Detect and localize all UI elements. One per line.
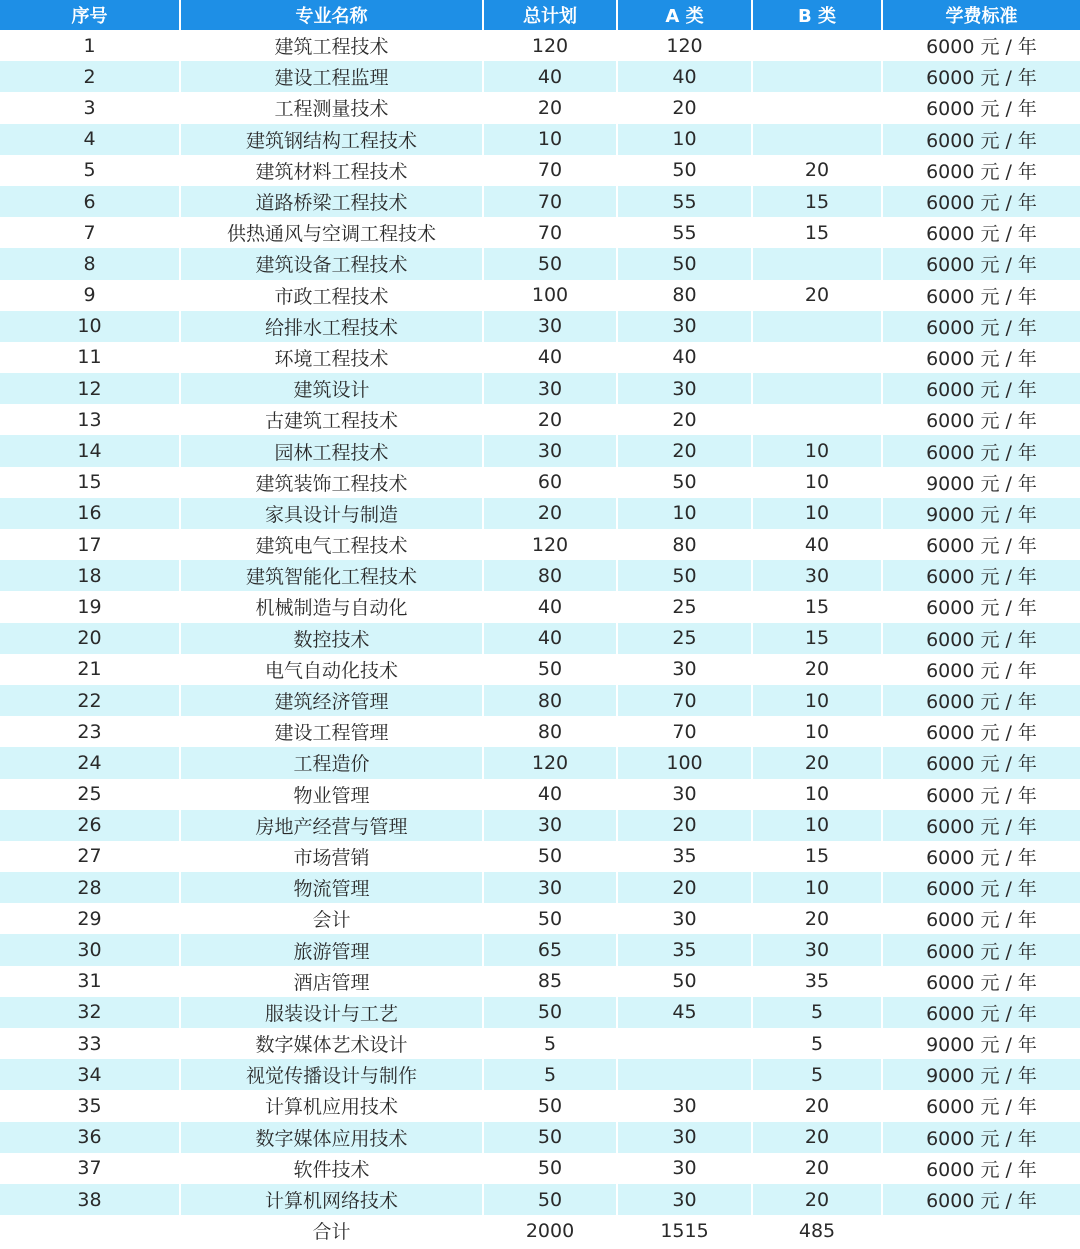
table-row: [0, 217, 1080, 248]
cell-class-a: 20: [617, 92, 752, 123]
cell-tuition: 6000 元 / 年: [882, 404, 1080, 435]
cell-major-name: 建筑设计: [180, 373, 483, 404]
cell-major-name: 道路桥梁工程技术: [180, 186, 483, 217]
cell-tuition: 6000 元 / 年: [882, 591, 1080, 622]
total-cell-class-a: 1515: [617, 1215, 752, 1246]
table-row: [0, 934, 1080, 965]
cell-class-b: 10: [752, 810, 882, 841]
cell-class-a: 80: [617, 280, 752, 311]
cell-class-b: [752, 373, 882, 404]
cell-major-name: 数字媒体应用技术: [180, 1122, 483, 1153]
cell-major-name: 市场营销: [180, 841, 483, 872]
cell-index: 30: [0, 934, 180, 965]
cell-class-b: [752, 124, 882, 155]
cell-major-name: 工程测量技术: [180, 92, 483, 123]
cell-tuition: 6000 元 / 年: [882, 966, 1080, 997]
cell-class-b: 5: [752, 1059, 882, 1090]
cell-major-name: 计算机应用技术: [180, 1090, 483, 1121]
cell-major-name: 家具设计与制造: [180, 498, 483, 529]
cell-class-b: 15: [752, 841, 882, 872]
cell-major-name: 建筑电气工程技术: [180, 529, 483, 560]
cell-index: 10: [0, 311, 180, 342]
cell-class-a: [617, 1059, 752, 1090]
table-row: [0, 467, 1080, 498]
table-row: [0, 716, 1080, 747]
cell-class-b: 15: [752, 186, 882, 217]
cell-total-plan: 50: [483, 903, 617, 934]
table-row: [0, 872, 1080, 903]
cell-major-name: 建筑钢结构工程技术: [180, 124, 483, 155]
cell-class-a: 30: [617, 1184, 752, 1215]
cell-class-a: 100: [617, 747, 752, 778]
cell-class-b: [752, 404, 882, 435]
table-header-row: [0, 0, 1080, 30]
cell-class-b: 40: [752, 529, 882, 560]
cell-major-name: 物业管理: [180, 779, 483, 810]
table-row: [0, 155, 1080, 186]
cell-major-name: 房地产经营与管理: [180, 810, 483, 841]
cell-index: 16: [0, 498, 180, 529]
cell-index: 18: [0, 560, 180, 591]
cell-total-plan: 70: [483, 186, 617, 217]
cell-major-name: 市政工程技术: [180, 280, 483, 311]
cell-total-plan: 20: [483, 498, 617, 529]
table-row: [0, 311, 1080, 342]
header-class-a: A 类: [617, 0, 752, 30]
cell-tuition: 6000 元 / 年: [882, 934, 1080, 965]
total-cell-tuition: [882, 1215, 1080, 1246]
cell-total-plan: 85: [483, 966, 617, 997]
cell-index: 3: [0, 92, 180, 123]
cell-class-b: 5: [752, 1028, 882, 1059]
cell-class-a: 55: [617, 217, 752, 248]
cell-class-b: 30: [752, 934, 882, 965]
cell-total-plan: 50: [483, 841, 617, 872]
cell-class-b: [752, 61, 882, 92]
cell-tuition: 9000 元 / 年: [882, 498, 1080, 529]
table-body: [0, 30, 1080, 1246]
cell-tuition: 9000 元 / 年: [882, 1028, 1080, 1059]
table-row: [0, 1059, 1080, 1090]
cell-tuition: 9000 元 / 年: [882, 467, 1080, 498]
cell-index: 36: [0, 1122, 180, 1153]
cell-total-plan: 40: [483, 61, 617, 92]
table-row: [0, 342, 1080, 373]
cell-index: 20: [0, 623, 180, 654]
cell-index: 13: [0, 404, 180, 435]
table-row: [0, 623, 1080, 654]
cell-tuition: 6000 元 / 年: [882, 1122, 1080, 1153]
cell-tuition: 6000 元 / 年: [882, 435, 1080, 466]
cell-tuition: 6000 元 / 年: [882, 560, 1080, 591]
cell-class-b: 15: [752, 217, 882, 248]
table-row: [0, 560, 1080, 591]
cell-class-a: 30: [617, 1122, 752, 1153]
cell-index: 28: [0, 872, 180, 903]
cell-total-plan: 80: [483, 685, 617, 716]
cell-major-name: 建设工程管理: [180, 716, 483, 747]
cell-class-a: 55: [617, 186, 752, 217]
table-row: [0, 186, 1080, 217]
cell-tuition: 6000 元 / 年: [882, 92, 1080, 123]
cell-total-plan: 120: [483, 30, 617, 61]
cell-index: 19: [0, 591, 180, 622]
table-row: [0, 248, 1080, 279]
cell-major-name: 服装设计与工艺: [180, 997, 483, 1028]
cell-class-a: 30: [617, 311, 752, 342]
total-cell-index: [0, 1215, 180, 1246]
cell-major-name: 供热通风与空调工程技术: [180, 217, 483, 248]
cell-index: 1: [0, 30, 180, 61]
cell-total-plan: 30: [483, 872, 617, 903]
cell-tuition: 6000 元 / 年: [882, 529, 1080, 560]
cell-class-a: 40: [617, 61, 752, 92]
table-row: [0, 966, 1080, 997]
table-row: [0, 1028, 1080, 1059]
cell-tuition: 6000 元 / 年: [882, 155, 1080, 186]
table-row: [0, 30, 1080, 61]
cell-total-plan: 30: [483, 435, 617, 466]
cell-index: 21: [0, 654, 180, 685]
cell-tuition: 6000 元 / 年: [882, 217, 1080, 248]
cell-class-a: 50: [617, 467, 752, 498]
cell-class-a: 30: [617, 373, 752, 404]
cell-class-b: 20: [752, 280, 882, 311]
cell-total-plan: 70: [483, 217, 617, 248]
cell-class-b: 20: [752, 654, 882, 685]
cell-total-plan: 80: [483, 716, 617, 747]
cell-class-b: [752, 92, 882, 123]
cell-total-plan: 30: [483, 810, 617, 841]
cell-index: 24: [0, 747, 180, 778]
table-row: [0, 997, 1080, 1028]
cell-tuition: 6000 元 / 年: [882, 248, 1080, 279]
cell-class-a: 20: [617, 810, 752, 841]
cell-total-plan: 5: [483, 1059, 617, 1090]
cell-index: 26: [0, 810, 180, 841]
total-cell-major-name: 合计: [180, 1215, 483, 1246]
cell-index: 5: [0, 155, 180, 186]
cell-class-b: 15: [752, 591, 882, 622]
cell-class-a: 20: [617, 404, 752, 435]
cell-major-name: 建设工程监理: [180, 61, 483, 92]
cell-class-b: [752, 248, 882, 279]
cell-total-plan: 50: [483, 654, 617, 685]
cell-index: 23: [0, 716, 180, 747]
table-row: [0, 435, 1080, 466]
cell-class-a: 70: [617, 716, 752, 747]
cell-class-a: 35: [617, 841, 752, 872]
cell-total-plan: 40: [483, 623, 617, 654]
cell-major-name: 给排水工程技术: [180, 311, 483, 342]
cell-class-b: 5: [752, 997, 882, 1028]
cell-total-plan: 65: [483, 934, 617, 965]
cell-major-name: 视觉传播设计与制作: [180, 1059, 483, 1090]
cell-class-a: 30: [617, 1153, 752, 1184]
cell-class-b: 10: [752, 435, 882, 466]
cell-index: 25: [0, 779, 180, 810]
cell-class-b: 15: [752, 623, 882, 654]
total-row: [0, 1215, 1080, 1246]
cell-tuition: 6000 元 / 年: [882, 342, 1080, 373]
cell-tuition: 6000 元 / 年: [882, 186, 1080, 217]
cell-index: 4: [0, 124, 180, 155]
table-row: [0, 280, 1080, 311]
cell-tuition: 6000 元 / 年: [882, 124, 1080, 155]
table-row: [0, 810, 1080, 841]
cell-major-name: 机械制造与自动化: [180, 591, 483, 622]
cell-class-a: 10: [617, 124, 752, 155]
cell-total-plan: 20: [483, 404, 617, 435]
cell-tuition: 6000 元 / 年: [882, 1153, 1080, 1184]
cell-tuition: 6000 元 / 年: [882, 311, 1080, 342]
cell-total-plan: 50: [483, 1153, 617, 1184]
cell-major-name: 数字媒体艺术设计: [180, 1028, 483, 1059]
cell-major-name: 建筑经济管理: [180, 685, 483, 716]
cell-index: 12: [0, 373, 180, 404]
header-index: 序号: [0, 0, 180, 30]
cell-index: 27: [0, 841, 180, 872]
cell-major-name: 建筑材料工程技术: [180, 155, 483, 186]
header-class-b: B 类: [752, 0, 882, 30]
cell-class-a: 50: [617, 155, 752, 186]
cell-major-name: 园林工程技术: [180, 435, 483, 466]
table-row: [0, 903, 1080, 934]
cell-class-a: 80: [617, 529, 752, 560]
cell-class-b: 20: [752, 903, 882, 934]
cell-index: 14: [0, 435, 180, 466]
cell-tuition: 6000 元 / 年: [882, 716, 1080, 747]
table-row: [0, 404, 1080, 435]
cell-index: 35: [0, 1090, 180, 1121]
cell-tuition: 6000 元 / 年: [882, 685, 1080, 716]
cell-class-b: 20: [752, 155, 882, 186]
table-row: [0, 61, 1080, 92]
cell-index: 6: [0, 186, 180, 217]
cell-major-name: 电气自动化技术: [180, 654, 483, 685]
cell-class-a: 120: [617, 30, 752, 61]
cell-class-a: 50: [617, 248, 752, 279]
cell-major-name: 古建筑工程技术: [180, 404, 483, 435]
cell-class-b: 35: [752, 966, 882, 997]
cell-total-plan: 60: [483, 467, 617, 498]
cell-tuition: 6000 元 / 年: [882, 810, 1080, 841]
cell-class-b: 20: [752, 1184, 882, 1215]
cell-tuition: 6000 元 / 年: [882, 654, 1080, 685]
total-cell-class-b: 485: [752, 1215, 882, 1246]
cell-total-plan: 80: [483, 560, 617, 591]
cell-class-a: 25: [617, 623, 752, 654]
cell-total-plan: 20: [483, 92, 617, 123]
cell-total-plan: 100: [483, 280, 617, 311]
cell-major-name: 建筑设备工程技术: [180, 248, 483, 279]
cell-tuition: 6000 元 / 年: [882, 997, 1080, 1028]
cell-total-plan: 40: [483, 779, 617, 810]
cell-class-b: 10: [752, 779, 882, 810]
table-row: [0, 654, 1080, 685]
cell-major-name: 旅游管理: [180, 934, 483, 965]
cell-total-plan: 70: [483, 155, 617, 186]
cell-class-b: 20: [752, 1090, 882, 1121]
cell-tuition: 6000 元 / 年: [882, 903, 1080, 934]
cell-index: 31: [0, 966, 180, 997]
cell-total-plan: 30: [483, 311, 617, 342]
cell-major-name: 建筑装饰工程技术: [180, 467, 483, 498]
cell-index: 9: [0, 280, 180, 311]
cell-major-name: 建筑工程技术: [180, 30, 483, 61]
header-total-plan: 总计划: [483, 0, 617, 30]
cell-total-plan: 50: [483, 248, 617, 279]
cell-major-name: 酒店管理: [180, 966, 483, 997]
cell-class-a: 30: [617, 654, 752, 685]
cell-index: 37: [0, 1153, 180, 1184]
cell-class-b: 10: [752, 467, 882, 498]
cell-class-a: 50: [617, 560, 752, 591]
cell-class-b: [752, 30, 882, 61]
cell-tuition: 6000 元 / 年: [882, 373, 1080, 404]
cell-index: 2: [0, 61, 180, 92]
cell-class-b: 10: [752, 685, 882, 716]
cell-class-b: 10: [752, 872, 882, 903]
table-row: [0, 747, 1080, 778]
table-row: [0, 685, 1080, 716]
cell-index: 7: [0, 217, 180, 248]
cell-total-plan: 50: [483, 1184, 617, 1215]
cell-tuition: 6000 元 / 年: [882, 61, 1080, 92]
cell-index: 8: [0, 248, 180, 279]
cell-index: 34: [0, 1059, 180, 1090]
cell-index: 15: [0, 467, 180, 498]
cell-index: 33: [0, 1028, 180, 1059]
cell-major-name: 计算机网络技术: [180, 1184, 483, 1215]
table-row: [0, 498, 1080, 529]
total-cell-total-plan: 2000: [483, 1215, 617, 1246]
cell-tuition: 6000 元 / 年: [882, 1090, 1080, 1121]
table-row: [0, 779, 1080, 810]
cell-class-a: 30: [617, 779, 752, 810]
cell-class-b: 30: [752, 560, 882, 591]
cell-index: 22: [0, 685, 180, 716]
cell-class-b: 20: [752, 1122, 882, 1153]
cell-total-plan: 50: [483, 997, 617, 1028]
cell-tuition: 6000 元 / 年: [882, 779, 1080, 810]
header-major-name: 专业名称: [180, 0, 483, 30]
cell-major-name: 工程造价: [180, 747, 483, 778]
cell-major-name: 建筑智能化工程技术: [180, 560, 483, 591]
cell-index: 17: [0, 529, 180, 560]
header-tuition: 学费标准: [882, 0, 1080, 30]
cell-class-a: 40: [617, 342, 752, 373]
cell-major-name: 会计: [180, 903, 483, 934]
cell-total-plan: 50: [483, 1122, 617, 1153]
cell-tuition: 6000 元 / 年: [882, 841, 1080, 872]
cell-tuition: 6000 元 / 年: [882, 30, 1080, 61]
cell-major-name: 软件技术: [180, 1153, 483, 1184]
cell-class-a: 50: [617, 966, 752, 997]
cell-class-b: [752, 342, 882, 373]
cell-tuition: 6000 元 / 年: [882, 280, 1080, 311]
cell-total-plan: 30: [483, 373, 617, 404]
cell-tuition: 6000 元 / 年: [882, 747, 1080, 778]
cell-class-a: 20: [617, 435, 752, 466]
cell-class-b: [752, 311, 882, 342]
cell-index: 32: [0, 997, 180, 1028]
cell-total-plan: 120: [483, 747, 617, 778]
cell-total-plan: 40: [483, 342, 617, 373]
cell-class-a: 10: [617, 498, 752, 529]
cell-class-a: 70: [617, 685, 752, 716]
cell-class-b: 10: [752, 498, 882, 529]
table-row: [0, 1184, 1080, 1215]
cell-class-b: 20: [752, 747, 882, 778]
cell-major-name: 数控技术: [180, 623, 483, 654]
cell-class-a: 45: [617, 997, 752, 1028]
cell-tuition: 6000 元 / 年: [882, 1184, 1080, 1215]
cell-index: 38: [0, 1184, 180, 1215]
table-row: [0, 591, 1080, 622]
cell-class-a: 35: [617, 934, 752, 965]
cell-class-a: 25: [617, 591, 752, 622]
cell-total-plan: 120: [483, 529, 617, 560]
cell-tuition: 9000 元 / 年: [882, 1059, 1080, 1090]
cell-total-plan: 40: [483, 591, 617, 622]
cell-total-plan: 10: [483, 124, 617, 155]
table-row: [0, 124, 1080, 155]
table-row: [0, 1153, 1080, 1184]
cell-index: 29: [0, 903, 180, 934]
cell-index: 11: [0, 342, 180, 373]
table-row: [0, 1122, 1080, 1153]
cell-class-a: [617, 1028, 752, 1059]
table-row: [0, 841, 1080, 872]
cell-class-a: 30: [617, 903, 752, 934]
cell-class-b: 10: [752, 716, 882, 747]
cell-class-b: 20: [752, 1153, 882, 1184]
cell-class-a: 20: [617, 872, 752, 903]
cell-tuition: 6000 元 / 年: [882, 623, 1080, 654]
cell-total-plan: 5: [483, 1028, 617, 1059]
table-row: [0, 92, 1080, 123]
cell-total-plan: 50: [483, 1090, 617, 1121]
cell-major-name: 环境工程技术: [180, 342, 483, 373]
table-row: [0, 529, 1080, 560]
cell-class-a: 30: [617, 1090, 752, 1121]
table-row: [0, 1090, 1080, 1121]
cell-tuition: 6000 元 / 年: [882, 872, 1080, 903]
table-row: [0, 373, 1080, 404]
cell-major-name: 物流管理: [180, 872, 483, 903]
